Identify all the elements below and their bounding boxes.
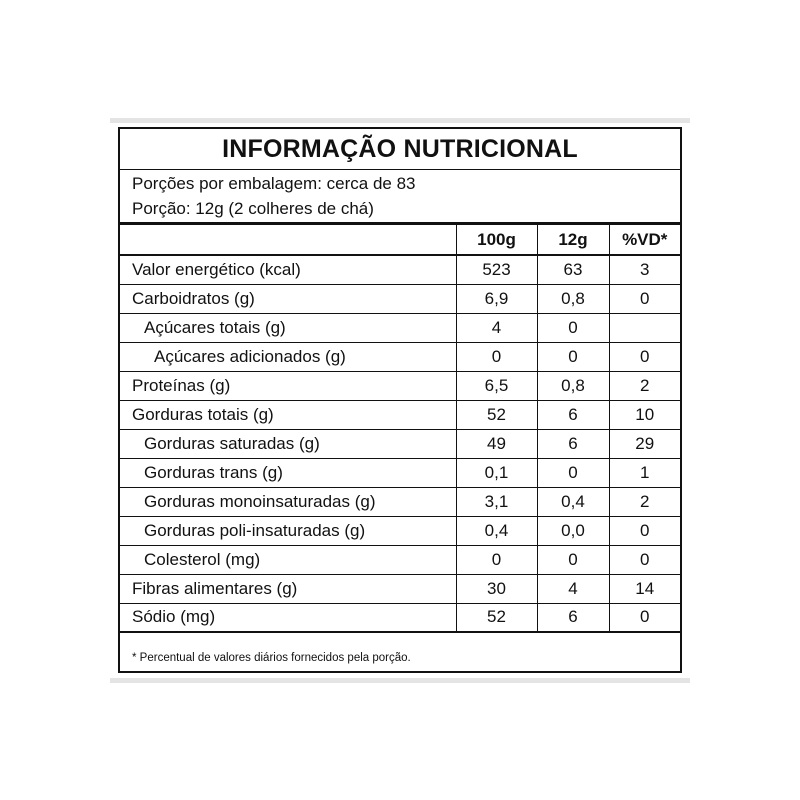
row-value-12g: 4 [537,574,609,603]
row-value-vd: 0 [609,284,680,313]
table-row [120,313,680,342]
title-divider [120,169,680,170]
row-value-vd: 1 [609,458,680,487]
header-100g: 100g [456,225,537,255]
row-value-vd: 0 [609,603,680,632]
row-value-100g: 52 [456,400,537,429]
row-value-vd: 0 [609,516,680,545]
row-value-100g: 30 [456,574,537,603]
row-value-12g: 0,4 [537,487,609,516]
row-value-12g: 0 [537,342,609,371]
table-row [120,603,680,632]
row-value-12g: 0,0 [537,516,609,545]
table-row [120,545,680,574]
serving-size: Porção: 12g (2 colheres de chá) [132,199,374,218]
table-row [120,429,680,458]
table-row [120,458,680,487]
row-value-vd [609,313,680,342]
bottom-gray-band [110,678,690,683]
row-value-12g: 0,8 [537,371,609,400]
row-value-100g: 52 [456,603,537,632]
row-value-vd: 10 [609,400,680,429]
row-value-vd: 3 [609,255,680,284]
row-value-100g: 0 [456,545,537,574]
table-row [120,516,680,545]
row-value-12g: 6 [537,603,609,632]
header-12g: 12g [537,225,609,255]
table-row [120,487,680,516]
row-label: Gorduras totais (g) [120,400,456,429]
table-row [120,255,680,284]
row-label: Carboidratos (g) [120,284,456,313]
table-row [120,284,680,313]
row-label: Açúcares adicionados (g) [120,342,456,371]
row-value-100g: 4 [456,313,537,342]
row-label: Valor energético (kcal) [120,255,456,284]
row-value-100g: 6,9 [456,284,537,313]
row-value-vd: 29 [609,429,680,458]
row-value-12g: 0 [537,458,609,487]
row-label: Proteínas (g) [120,371,456,400]
table-header-row [120,225,680,255]
row-label: Gorduras monoinsaturadas (g) [120,487,456,516]
row-value-12g: 0 [537,545,609,574]
row-label: Gorduras trans (g) [120,458,456,487]
nutrition-facts-panel [118,127,682,673]
row-value-12g: 63 [537,255,609,284]
row-value-12g: 0,8 [537,284,609,313]
row-value-12g: 6 [537,400,609,429]
row-label: Colesterol (mg) [120,545,456,574]
row-value-12g: 0 [537,313,609,342]
row-value-100g: 0,1 [456,458,537,487]
row-value-100g: 3,1 [456,487,537,516]
row-value-100g: 523 [456,255,537,284]
header-vd: %VD* [609,225,680,255]
servings-per-package: Porções por embalagem: cerca de 83 [132,174,416,193]
table-row [120,371,680,400]
table-row [120,574,680,603]
top-gray-band [110,118,690,123]
row-value-vd: 2 [609,371,680,400]
row-value-100g: 0,4 [456,516,537,545]
header-label-cell [120,225,456,255]
row-label: Sódio (mg) [120,603,456,632]
row-value-12g: 6 [537,429,609,458]
row-label: Fibras alimentares (g) [120,574,456,603]
row-value-100g: 6,5 [456,371,537,400]
row-value-vd: 0 [609,545,680,574]
table-row [120,400,680,429]
table-row [120,342,680,371]
row-value-100g: 0 [456,342,537,371]
row-value-vd: 2 [609,487,680,516]
row-label: Açúcares totais (g) [120,313,456,342]
nutrition-table [120,225,680,633]
footnote: * Percentual de valores diários fornecidos pela porção. [132,652,411,664]
row-label: Gorduras poli-insaturadas (g) [120,516,456,545]
row-value-vd: 14 [609,574,680,603]
panel-title: INFORMAÇÃO NUTRICIONAL [222,135,578,163]
row-label: Gorduras saturadas (g) [120,429,456,458]
row-value-vd: 0 [609,342,680,371]
row-value-100g: 49 [456,429,537,458]
